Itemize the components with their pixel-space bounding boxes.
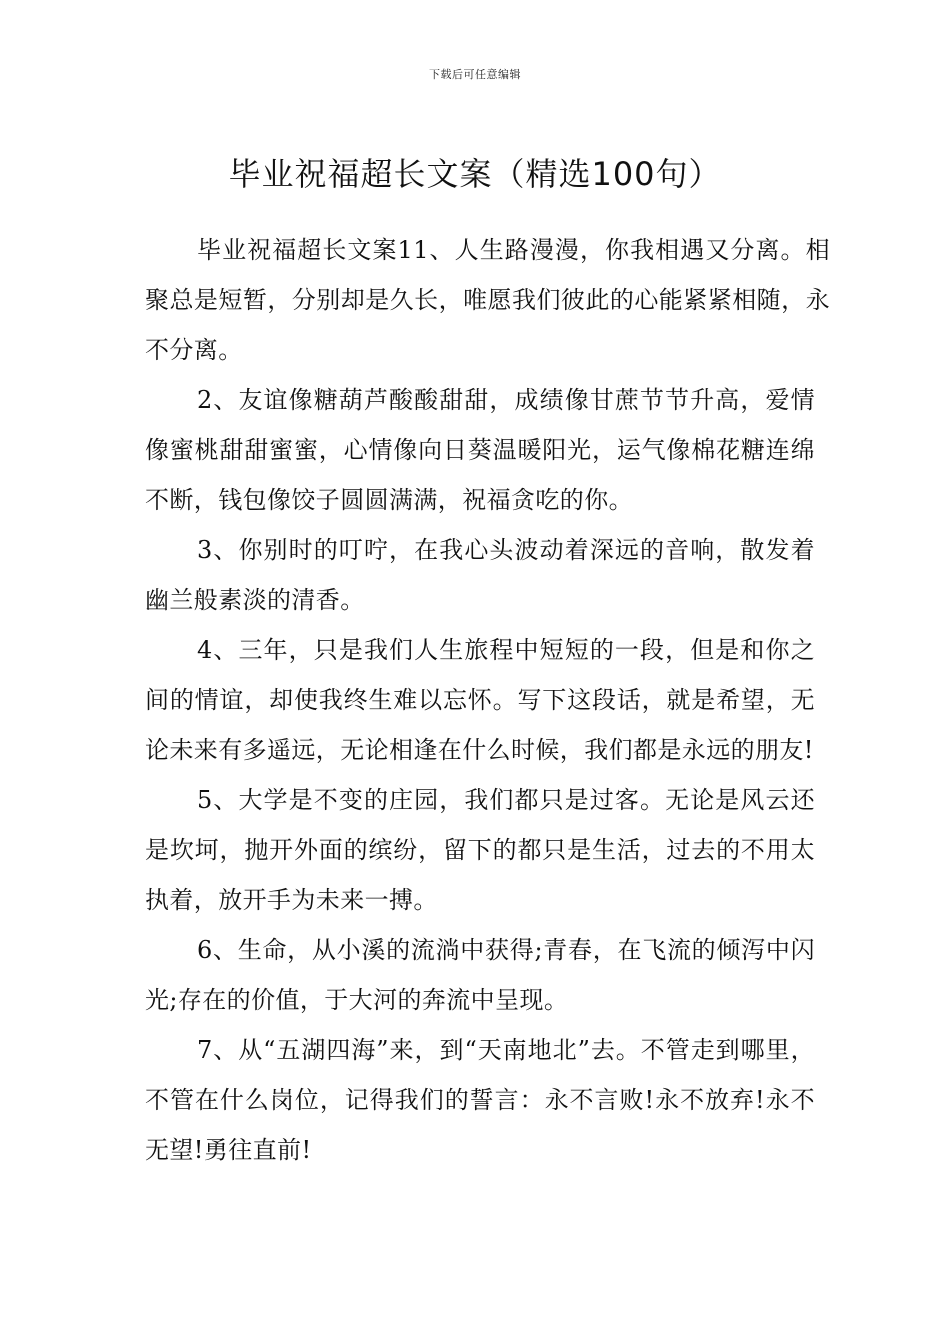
paragraph-2: 2、友谊像糖葫芦酸酸甜甜，成绩像甘蔗节节升高，爱情像蜜桃甜甜蜜蜜，心情像向日葵温暖阳光，运气像棉花糖连绵不断，钱包像饺子圆圆满满，祝福贪吃的你。 xyxy=(145,386,815,514)
paragraph-1: 毕业祝福超长文案11、人生路漫漫，你我相遇又分离。相聚总是短暂，分别却是久长，唯愿我们彼此的心能紧紧相随，永不分离。 xyxy=(145,236,830,364)
paragraph-7: 7、从“五湖四海”来，到“天南地北”去。不管走到哪里，不管在什么岗位，记得我们的誓言：永不言败!永不放弃!永不无望!勇往直前! xyxy=(145,1036,815,1164)
page-title: 毕业祝福超长文案（精选100句） xyxy=(228,155,722,194)
paragraph-3: 3、你别时的叮咛，在我心头波动着深远的音响，散发着幽兰般素淡的清香。 xyxy=(145,536,815,614)
paragraph-5: 5、大学是不变的庄园，我们都只是过客。无论是风云还是坎坷，抛开外面的缤纷，留下的都只是生活，过去的不用太执着，放开手为未来一搏。 xyxy=(145,786,815,914)
paragraph-6: 6、生命，从小溪的流淌中获得;青春，在飞流的倾泻中闪光;存在的价值，于大河的奔流中呈现。 xyxy=(145,936,815,1014)
header-note: 下载后可任意编辑 xyxy=(429,68,521,81)
document-body xyxy=(145,225,830,1175)
paragraph-4: 4、三年，只是我们人生旅程中短短的一段，但是和你之间的情谊，却使我终生难以忘怀。写下这段话，就是希望，无论未来有多遥远，无论相逢在什么时候，我们都是永远的朋友! xyxy=(145,636,815,764)
